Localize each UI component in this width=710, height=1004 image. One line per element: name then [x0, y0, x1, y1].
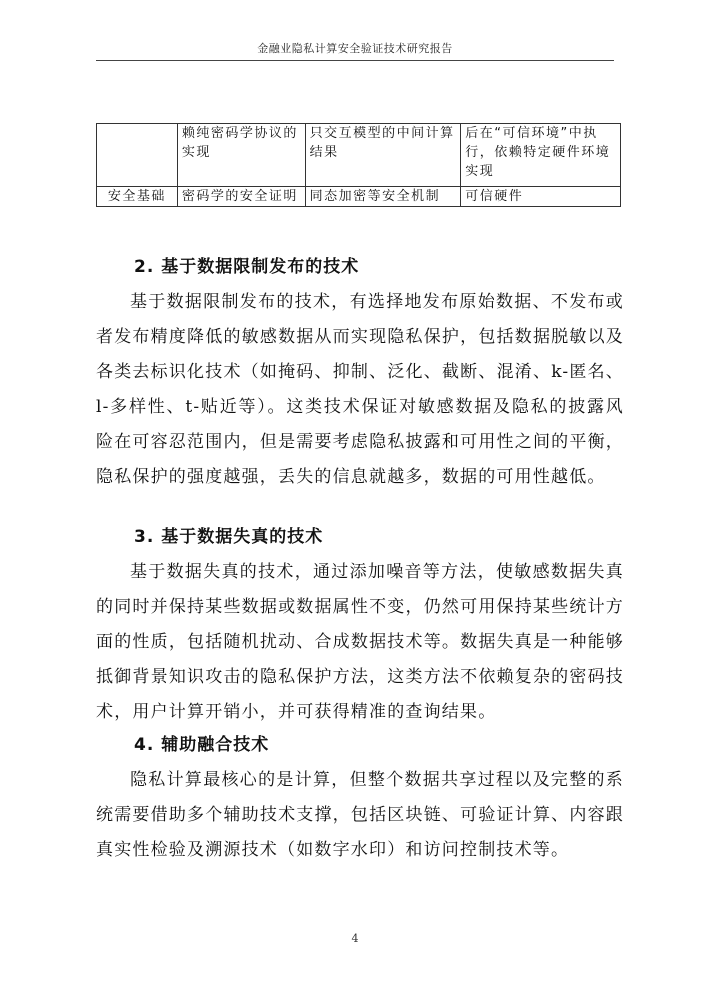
section-heading: 2. 基于数据限制发布的技术 [134, 257, 360, 277]
table-cell [97, 124, 178, 187]
section-paragraph: 基于数据限制发布的技术，有选择地发布原始数据、不发布或者发布精度降低的敏感数据从而实现隐私保护，包括数据脱敏以及各类去标识化技术（如掩码、抑制、泛化、截断、混淆、k-匿名、l-多样性、t-贴近等）。这类技术保证对敏感数据及隐私的披露风险在可容忍范围内，但是需要考虑隐私披露和可用性之间的平衡，隐私保护的强度越强，丢失的信息就越多，数据的可用性越低。 [96, 292, 624, 487]
table-cell: 同态加密等安全机制 [305, 187, 461, 207]
table-cell: 可信硬件 [461, 187, 621, 207]
header-divider [96, 60, 614, 61]
page-number: 4 [351, 932, 359, 945]
section-heading: 4. 辅助融合技术 [134, 735, 270, 755]
page-header-title: 金融业隐私计算安全验证技术研究报告 [257, 42, 453, 55]
comparison-table [96, 123, 621, 207]
section-heading: 3. 基于数据失真的技术 [134, 527, 324, 547]
section-data-restricted-release [96, 249, 624, 495]
table-cell: 密码学的安全证明 [177, 187, 305, 207]
table-cell: 后在“可信环境”中执行，依赖特定硬件环境实现 [461, 124, 621, 187]
section-data-distortion [96, 519, 624, 730]
table-cell: 只交互模型的中间计算结果 [305, 124, 461, 187]
table-row [97, 124, 621, 187]
table-cell: 安全基础 [97, 187, 178, 207]
table-row [97, 187, 621, 207]
section-paragraph: 基于数据失真的技术，通过添加噪音等方法，使敏感数据失真的同时并保持某些数据或数据属性不变，仍然可用保持某些统计方面的性质，包括随机扰动、合成数据技术等。数据失真是一种能够抵御背景知识攻击的隐私保护方法，这类方法不依赖复杂的密码技术，用户计算开销小，并可获得精准的查询结果。 [96, 562, 624, 722]
section-paragraph: 隐私计算最核心的是计算，但整个数据共享过程以及完整的系统需要借助多个辅助技术支撑，包括区块链、可验证计算、内容跟真实性检验及溯源技术（如数字水印）和访问控制技术等。 [96, 770, 624, 860]
section-auxiliary-fusion [96, 727, 624, 868]
table-cell: 赖纯密码学协议的实现 [177, 124, 305, 187]
